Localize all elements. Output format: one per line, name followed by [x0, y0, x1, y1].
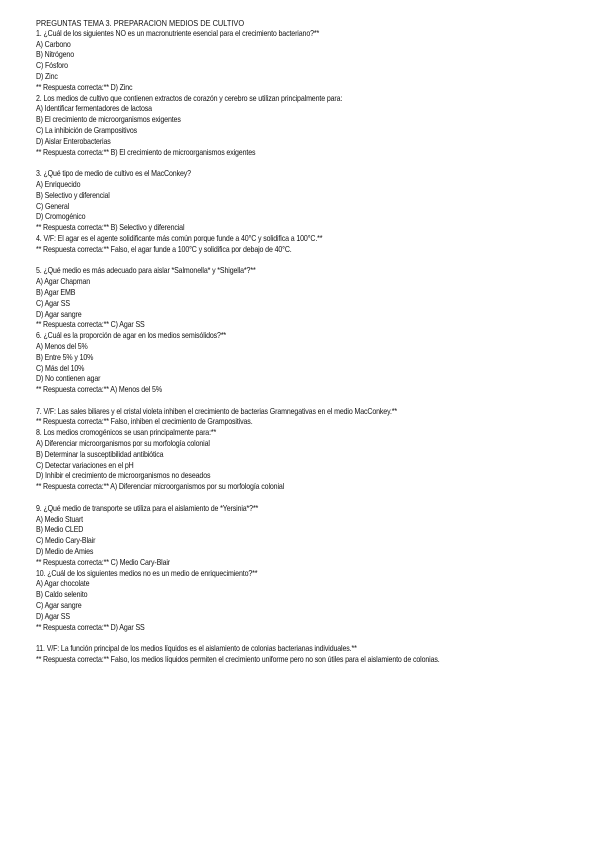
- question-text: 9. ¿Qué medio de transporte se utiliza para el aislamiento de *Yersinia*?**: [36, 503, 259, 513]
- question-block: [36, 428, 576, 493]
- question-block: [36, 644, 576, 666]
- correct-answer: ** Respuesta correcta:** C) Medio Cary-Blair: [36, 557, 171, 567]
- answer-option: B) Medio CLED: [36, 525, 84, 535]
- answer-option: A) Enriquecido: [36, 179, 81, 189]
- answer-option: A) Agar Chapman: [36, 277, 91, 287]
- answer-option: C) Medio Cary-Blair: [36, 536, 96, 546]
- answer-option: A) Medio Stuart: [36, 514, 83, 524]
- question-text: 4. V/F: El agar es el agente solidificante más común porque funde a 40°C y solidifica a 100°C.**: [36, 233, 323, 243]
- correct-answer: ** Respuesta correcta:** D) Zinc: [36, 82, 133, 92]
- correct-answer: ** Respuesta correcta:** B) El crecimiento de microorganismos exigentes: [36, 147, 256, 157]
- question-text: 1. ¿Cuál de los siguientes NO es un macronutriente esencial para el crecimiento bacteriano?**: [36, 28, 320, 38]
- question-block: [36, 504, 576, 569]
- question-block: [36, 266, 576, 331]
- answer-option: D) Agar SS: [36, 611, 70, 621]
- answer-option: C) Agar sangre: [36, 601, 82, 611]
- blank-line: [36, 633, 576, 644]
- answer-option: B) Agar EMB: [36, 287, 76, 297]
- answer-option: D) Inhibir el crecimiento de microorganismos no deseados: [36, 471, 211, 481]
- answer-option: D) Aislar Enterobacterias: [36, 136, 111, 146]
- answer-option: D) Agar sangre: [36, 309, 82, 319]
- correct-answer: ** Respuesta correcta:** D) Agar SS: [36, 622, 145, 632]
- question-block: [36, 407, 576, 429]
- question-block: [36, 331, 576, 396]
- blank-line: [36, 256, 576, 267]
- question-text: 8. Los medios cromogénicos se usan principalmente para:**: [36, 428, 217, 438]
- question-list: [36, 29, 576, 666]
- question-text: 11. V/F: La función principal de los medios líquidos es el aislamiento de colonias bacterianas individuales.**: [36, 644, 357, 654]
- question-text: 7. V/F: Las sales biliares y el cristal violeta inhiben el crecimiento de bacterias Gramnegativas en el medio MacConkey.**: [36, 406, 398, 416]
- answer-option: C) Agar SS: [36, 298, 70, 308]
- answer-option: B) El crecimiento de microorganismos exigentes: [36, 115, 181, 125]
- answer-option: B) Caldo selenito: [36, 590, 88, 600]
- document-title: PREGUNTAS TEMA 3. PREPARACION MEDIOS DE CULTIVO: [36, 18, 245, 28]
- answer-option: C) La inhibición de Grampositivos: [36, 125, 138, 135]
- blank-line: [36, 493, 576, 504]
- answer-option: A) Identificar fermentadores de lactosa: [36, 104, 152, 114]
- answer-option: D) Cromogénico: [36, 212, 86, 222]
- question-text: 3. ¿Qué tipo de medio de cultivo es el MacConkey?: [36, 169, 191, 179]
- answer-option: B) Nitrógeno: [36, 50, 74, 60]
- document-page: [36, 18, 576, 666]
- answer-option: A) Agar chocolate: [36, 579, 90, 589]
- correct-answer: ** Respuesta correcta:** B) Selectivo y diferencial: [36, 223, 185, 233]
- question-block: [36, 569, 576, 634]
- question-text: 6. ¿Cuál es la proporción de agar en los medios semisólidos?**: [36, 331, 227, 341]
- answer-option: A) Menos del 5%: [36, 341, 88, 351]
- blank-line: [36, 158, 576, 169]
- answer-option: A) Diferenciar microorganismos por su morfología colonial: [36, 439, 210, 449]
- answer-option: C) General: [36, 201, 70, 211]
- correct-answer: ** Respuesta correcta:** Falso, inhiben el crecimiento de Grampositivas.: [36, 417, 253, 427]
- answer-option: B) Selectivo y diferencial: [36, 190, 110, 200]
- correct-answer: ** Respuesta correcta:** Falso, los medios líquidos permiten el crecimiento uniforme pero no son útiles para el aislamiento de colonias.: [36, 655, 440, 665]
- question-text: 2. Los medios de cultivo que contienen extractos de corazón y cerebro se utilizan principalmente para:: [36, 93, 343, 103]
- question-block: [36, 234, 576, 256]
- answer-option: B) Determinar la susceptibilidad antibiótica: [36, 449, 164, 459]
- answer-option: B) Entre 5% y 10%: [36, 352, 94, 362]
- correct-answer: ** Respuesta correcta:** Falso, el agar funde a 100°C y solidifica por debajo de 40°C.: [36, 244, 292, 254]
- answer-option: A) Carbono: [36, 39, 71, 49]
- answer-option: D) Medio de Amies: [36, 547, 94, 557]
- correct-answer: ** Respuesta correcta:** A) Menos del 5%: [36, 385, 162, 395]
- answer-option: D) Zinc: [36, 71, 58, 81]
- answer-option: C) Más del 10%: [36, 363, 85, 373]
- question-block: [36, 94, 576, 159]
- blank-line: [36, 396, 576, 407]
- question-text: 10. ¿Cuál de los siguientes medios no es un medio de enriquecimiento?**: [36, 568, 258, 578]
- answer-option: C) Fósforo: [36, 61, 68, 71]
- correct-answer: ** Respuesta correcta:** A) Diferenciar microorganismos por su morfología colonial: [36, 482, 285, 492]
- question-block: [36, 29, 576, 94]
- question-block: [36, 169, 576, 234]
- question-text: 5. ¿Qué medio es más adecuado para aislar *Salmonella* y *Shigella*?**: [36, 266, 256, 276]
- answer-option: D) No contienen agar: [36, 374, 101, 384]
- correct-answer: ** Respuesta correcta:** C) Agar SS: [36, 320, 145, 330]
- answer-option: C) Detectar variaciones en el pH: [36, 460, 134, 470]
